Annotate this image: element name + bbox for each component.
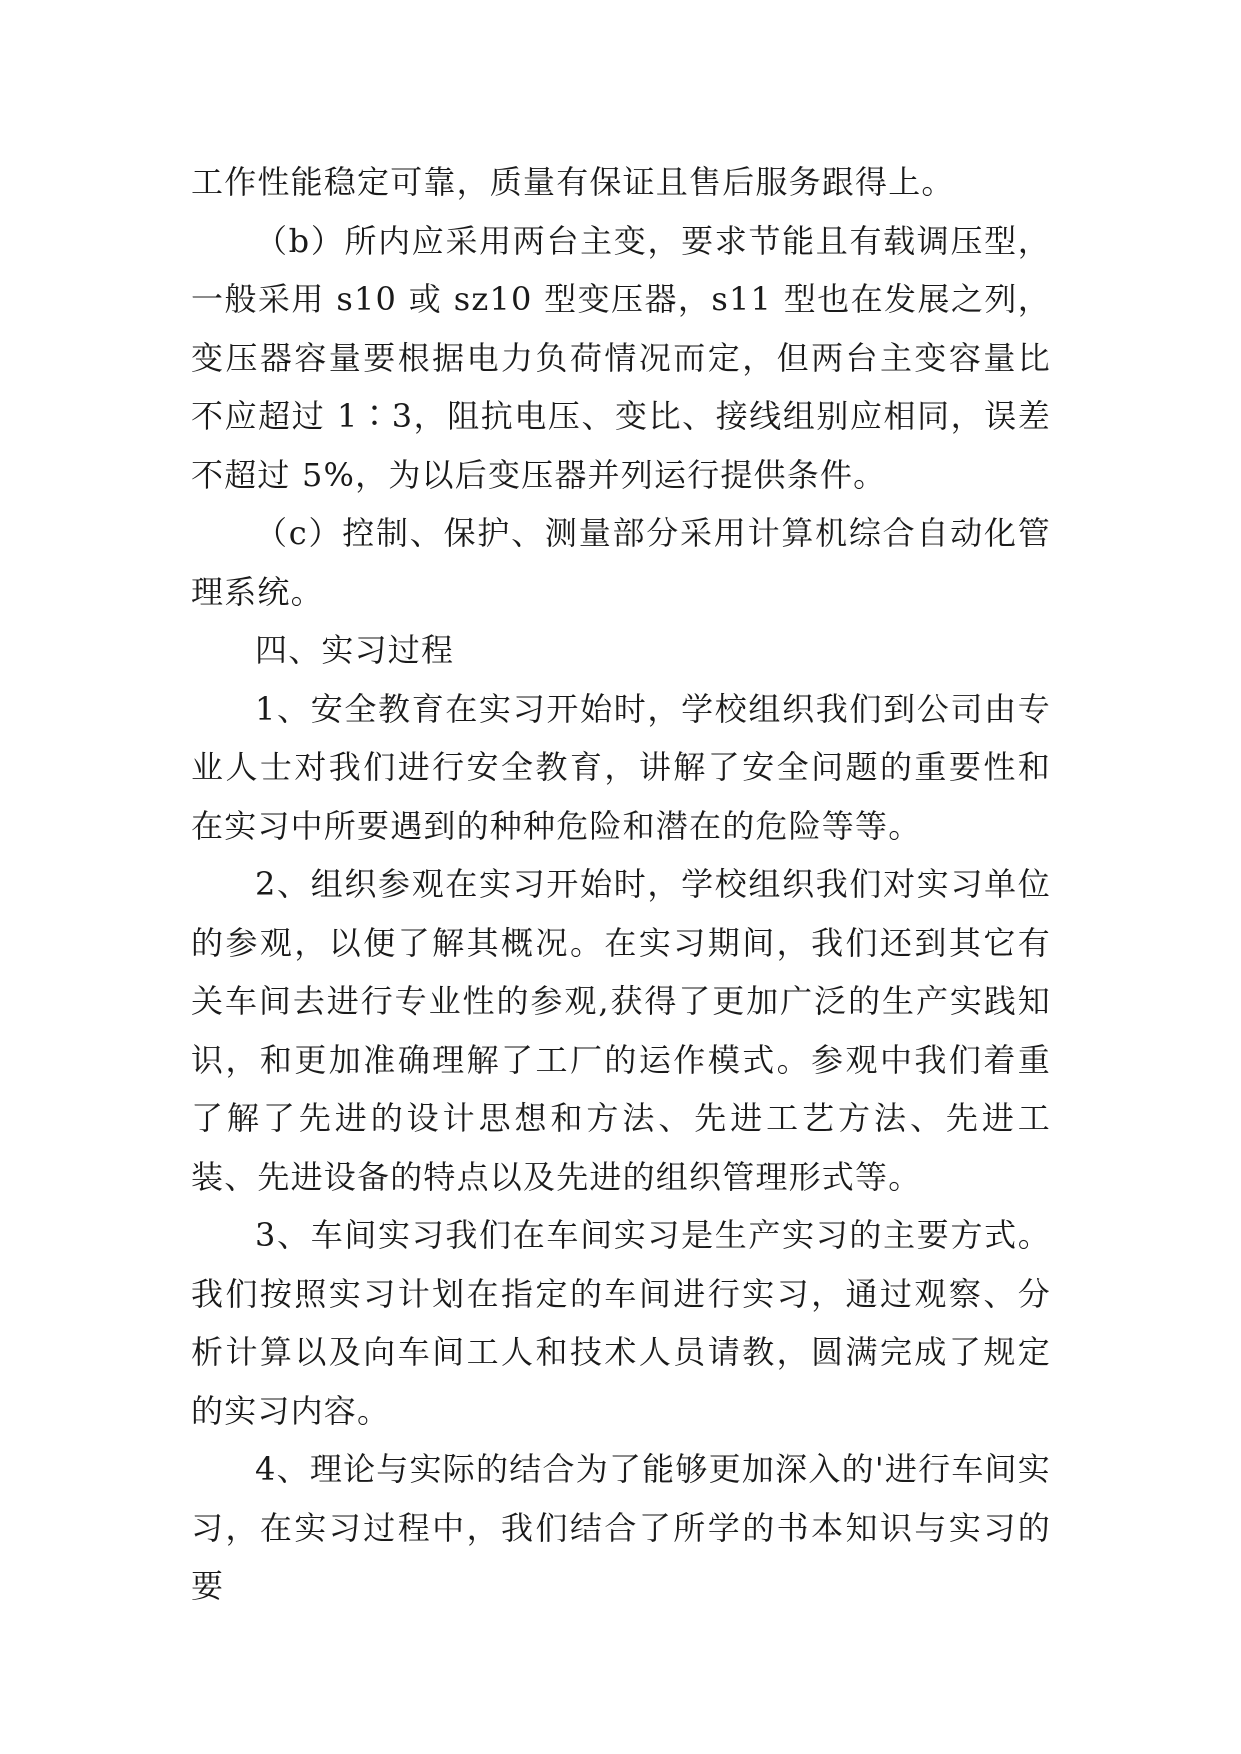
paragraph-item-b: （b）所内应采用两台主变，要求节能且有载调压型，一般采用 s10 或 sz10 型变压器，s11 型也在发展之列，变压器容量要根据电力负荷情况而定，但两台主变容量比不应超过 1∶3，阻抗电压、变比、接线组别应相同，误差不超过 5%，为以后变压器并列运行提供条件。 — [191, 221, 1051, 494]
paragraph-item-c: （c）控制、保护、测量部分采用计算机综合自动化管理系统。 — [191, 514, 1051, 611]
paragraph-safety-education: 1、安全教育在实习开始时，学校组织我们到公司由专业人士对我们进行安全教育，讲解了安全问题的重要性和在实习中所要遇到的种种危险和潜在的危险等等。 — [191, 689, 1051, 845]
section-heading-internship-process: 四、实习过程 — [255, 631, 455, 669]
paragraph-workshop-practice: 3、车间实习我们在车间实习是生产实习的主要方式。我们按照实习计划在指定的车间进行实习，通过观察、分析计算以及向车间工人和技术人员请教，圆满完成了规定的实习内容。 — [191, 1216, 1051, 1430]
paragraph-organized-visit: 2、组织参观在实习开始时，学校组织我们对实习单位的参观，以便了解其概况。在实习期间，我们还到其它有关车间去进行专业性的参观,获得了更加广泛的生产实践知识，和更加准确理解了工厂的运作模式。参观中我们着重了解了先进的设计思想和方法、先进工艺方法、先进工装、先进设备的特点以及先进的组织管理形式等。 — [191, 865, 1051, 1196]
paragraph-continuation: 工作性能稳定可靠，质量有保证且售后服务跟得上。 — [191, 163, 955, 201]
paragraph-theory-practice: 4、理论与实际的结合为了能够更加深入的'进行车间实习，在实习过程中，我们结合了所学的书本知识与实习的要 — [191, 1450, 1051, 1605]
body-text — [191, 153, 1051, 1616]
